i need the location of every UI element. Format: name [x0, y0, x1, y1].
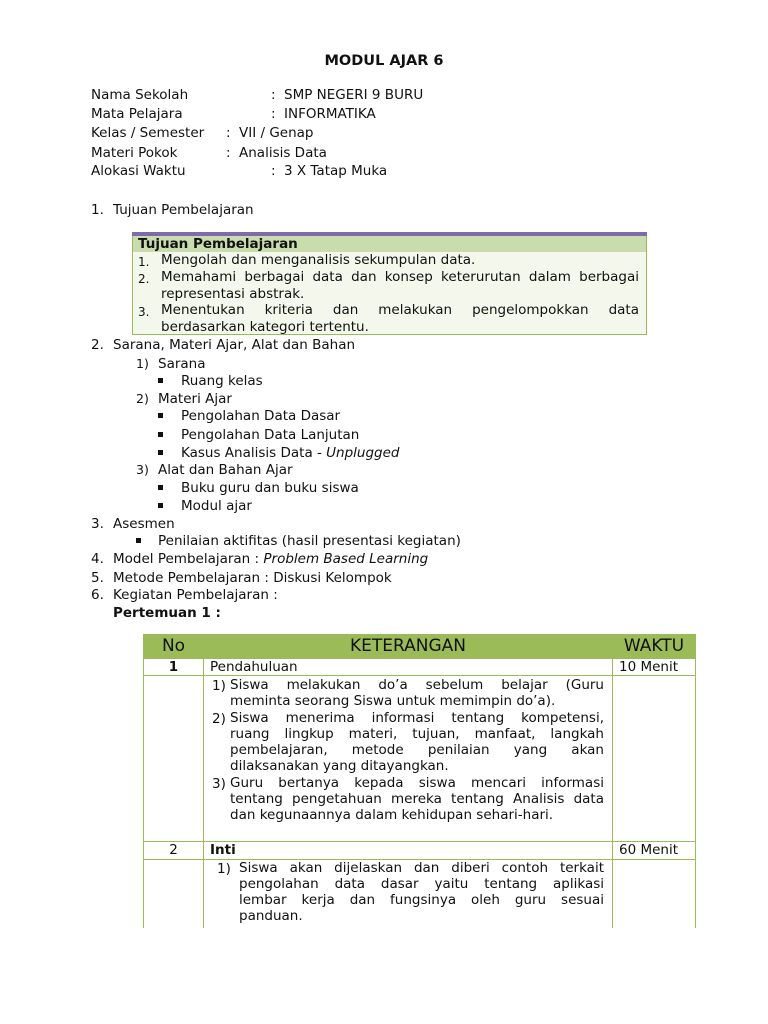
identity-separator: : — [226, 145, 231, 161]
bullet-marker — [136, 538, 141, 543]
section-heading-sarana: Sarana, Materi Ajar, Alat dan Bahan — [113, 337, 356, 353]
identity-label: Mata Pelajara — [91, 106, 183, 122]
bullet-marker — [158, 450, 163, 455]
row-label-pendahuluan: Pendahuluan — [203, 658, 613, 676]
activity-line: meminta seorang Siswa untuk memimpin do’a). — [230, 693, 556, 709]
row-no: 1 — [143, 658, 204, 676]
activity-table — [143, 634, 696, 928]
identity-value: 3 X Tatap Muka — [284, 163, 388, 179]
identity-separator: : — [271, 163, 276, 179]
activity-line: Siswa menerima informasi tentang kompetensi, — [230, 710, 604, 726]
activity-line: lembar kerja dan fungsinya oleh guru sesuai — [239, 892, 604, 908]
identity-label: Nama Sekolah — [91, 87, 189, 103]
bullet-marker — [158, 503, 163, 508]
tujuan-box-header-text: Tujuan Pembelajaran — [138, 236, 298, 252]
list-item: Modul ajar — [181, 498, 252, 514]
section-label: Model Pembelajaran : — [113, 551, 264, 567]
activity-number: 1) — [217, 861, 231, 877]
activity-line: pengolahan data dasar yaitu tentang aplikasi — [239, 876, 604, 892]
list-item: Ruang kelas — [181, 373, 263, 389]
activity-line: Siswa akan dijelaskan dan diberi contoh terkait — [239, 860, 604, 876]
activity-number: 3) — [212, 776, 226, 792]
section-number: 3. — [91, 516, 104, 532]
section-heading-model — [113, 550, 428, 568]
identity-separator: : — [271, 106, 276, 122]
tujuan-item-number: 3. — [138, 305, 150, 319]
tujuan-item-3-line1: Menentukan kriteria dan melakukan pengelompokkan data — [161, 302, 639, 318]
activity-line: panduan. — [239, 908, 303, 924]
sub-number: 2) — [136, 391, 149, 406]
sub-heading-materi: Materi Ajar — [158, 391, 232, 407]
bullet-marker — [158, 432, 163, 437]
list-item: Penilaian aktifitas (hasil presentasi kegiatan) — [158, 533, 461, 549]
row-waktu-blank — [612, 859, 696, 928]
section-italic: Problem Based Learning — [263, 551, 429, 567]
identity-separator: : — [226, 125, 231, 141]
tujuan-item-number: 2. — [138, 272, 150, 286]
list-item: Buku guru dan buku siswa — [181, 480, 359, 496]
sub-number: 3) — [136, 462, 149, 477]
meeting-label: Pertemuan 1 : — [113, 605, 221, 621]
sub-number: 1) — [136, 356, 149, 371]
section-heading-asesmen: Asesmen — [113, 516, 175, 532]
section-number: 5. — [91, 570, 104, 586]
list-item-italic: Unplugged — [326, 445, 400, 461]
tujuan-item-2-line2: representasi abstrak. — [161, 286, 305, 302]
header-keterangan: KETERANGAN — [204, 634, 612, 658]
identity-label: Materi Pokok — [91, 145, 178, 161]
tujuan-item-2-line1: Memahami berbagai data dan konsep keterurutan dalam berbagai — [161, 269, 639, 285]
list-item: Pengolahan Data Lanjutan — [181, 427, 360, 443]
section-heading-tujuan: Tujuan Pembelajaran — [113, 202, 254, 218]
row-waktu-blank — [612, 675, 696, 842]
bullet-marker — [158, 413, 163, 418]
identity-value: INFORMATIKA — [284, 106, 376, 122]
list-item — [181, 444, 400, 462]
section-heading-metode: Metode Pembelajaran : Diskusi Kelompok — [113, 570, 392, 586]
sub-heading-sarana: Sarana — [158, 356, 206, 372]
row-no-blank — [143, 675, 204, 842]
tujuan-item-line: Mengolah dan menganalisis sekumpulan data. — [161, 252, 476, 268]
tujuan-item-number: 1. — [138, 255, 150, 269]
row-no: 2 — [143, 841, 204, 860]
identity-label: Kelas / Semester — [91, 125, 205, 141]
row-no-blank — [143, 859, 204, 928]
header-no: No — [143, 634, 204, 658]
bullet-marker — [158, 485, 163, 490]
header-waktu: WAKTU — [612, 634, 696, 658]
tujuan-item-3-line2: berdasarkan kategori tertentu. — [161, 319, 369, 335]
list-item: Pengolahan Data Dasar — [181, 408, 341, 424]
section-heading-kegiatan: Kegiatan Pembelajaran : — [113, 587, 278, 603]
activity-number: 2) — [212, 711, 226, 727]
row-waktu: 60 Menit — [612, 841, 696, 860]
identity-value: Analisis Data — [239, 145, 327, 161]
sub-heading-alat: Alat dan Bahan Ajar — [158, 462, 293, 478]
identity-value: SMP NEGERI 9 BURU — [284, 87, 424, 103]
activity-line: Siswa melakukan do’a sebelum belajar (Guru — [230, 677, 604, 693]
list-item-text: Kasus Analisis Data - — [181, 445, 327, 461]
section-number: 6. — [91, 587, 104, 603]
row-label-inti: Inti — [203, 841, 613, 860]
document-title: MODUL AJAR 6 — [324, 53, 444, 69]
activity-line: ruang lingkup materi, tujuan, manfaat, langkah — [230, 726, 604, 742]
row-waktu: 10 Menit — [612, 658, 696, 676]
tujuan-item-1 — [161, 252, 639, 269]
section-number: 2. — [91, 337, 104, 353]
identity-value: VII / Genap — [239, 125, 314, 141]
activity-line: dilaksanakan yang ditayangkan. — [230, 758, 449, 774]
bullet-marker — [158, 378, 163, 383]
identity-separator: : — [271, 87, 276, 103]
identity-label: Alokasi Waktu — [91, 163, 186, 179]
activity-line: Guru bertanya kepada siswa mencari informasi — [230, 775, 604, 791]
activity-number: 1) — [212, 678, 226, 694]
activity-line: pembelajaran, metode penilaian yang akan — [230, 742, 604, 758]
activity-line: dan kegunaannya dalam kehidupan sehari-hari. — [230, 807, 554, 823]
section-number: 1. — [91, 202, 104, 218]
activity-line: tentang pengetahuan mereka tentang Analisis data — [230, 791, 604, 807]
section-number: 4. — [91, 551, 104, 567]
